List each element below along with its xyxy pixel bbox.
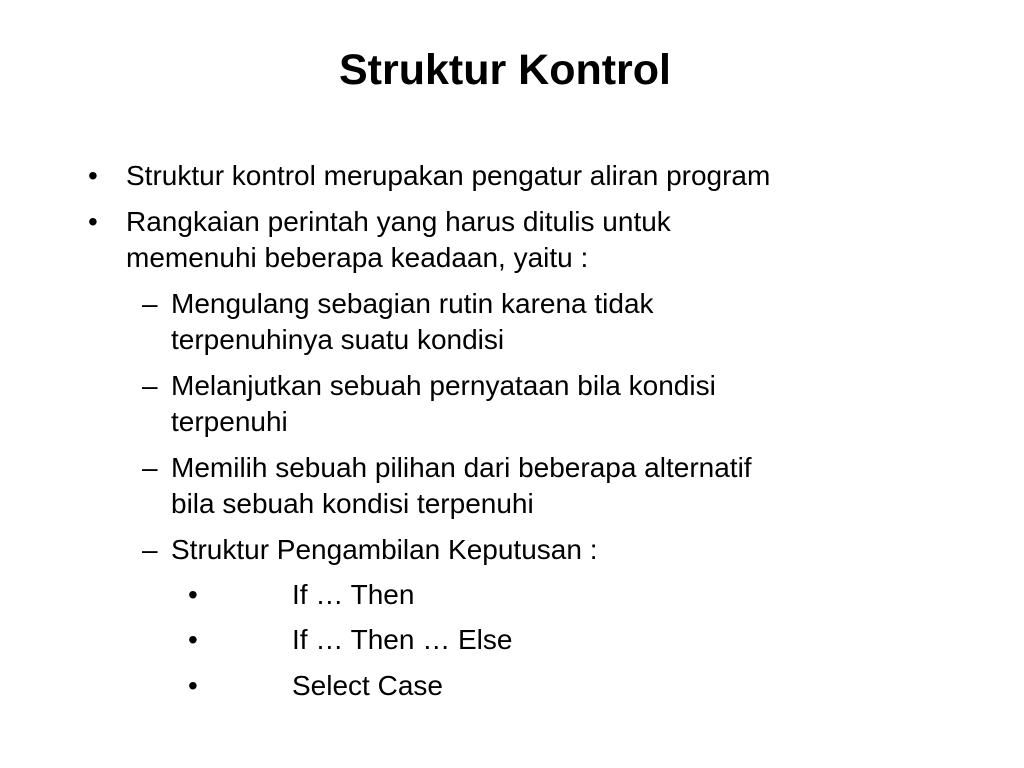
sub-bullet-text: Mengulang sebagian rutin karena tidak <box>171 288 654 319</box>
sub-sub-bullet-marker: • <box>188 670 198 701</box>
sub-bullet-text-continued: terpenuhinya suatu kondisi <box>171 324 505 355</box>
sub-bullet-text-continued: bila sebuah kondisi terpenuhi <box>171 488 534 519</box>
sub-sub-bullet-text: If … Then … Else <box>292 624 513 655</box>
slide-title: Struktur Kontrol <box>338 46 672 94</box>
bullet-marker: • <box>88 206 98 237</box>
sub-bullet-text: Memilih sebuah pilihan dari beberapa alternatif <box>171 452 752 483</box>
sub-sub-bullet-marker: • <box>188 579 198 610</box>
sub-bullet-text: Struktur Pengambilan Keputusan : <box>171 534 598 565</box>
dash-marker: – <box>142 452 158 483</box>
bullet-text-continued: memenuhi beberapa keadaan, yaitu : <box>126 242 589 273</box>
sub-bullet-text: Melanjutkan sebuah pernyataan bila kondisi <box>171 370 716 401</box>
bullet-text: Struktur kontrol merupakan pengatur aliran program <box>126 160 771 191</box>
sub-sub-bullet-marker: • <box>188 624 198 655</box>
sub-bullet-text-continued: terpenuhi <box>171 406 288 437</box>
sub-sub-bullet-text: If … Then <box>292 579 415 610</box>
dash-marker: – <box>142 370 158 401</box>
sub-sub-bullet-text: Select Case <box>292 670 443 701</box>
dash-marker: – <box>142 534 158 565</box>
bullet-text: Rangkaian perintah yang harus ditulis untuk <box>126 206 671 237</box>
bullet-marker: • <box>88 160 98 191</box>
dash-marker: – <box>142 288 158 319</box>
